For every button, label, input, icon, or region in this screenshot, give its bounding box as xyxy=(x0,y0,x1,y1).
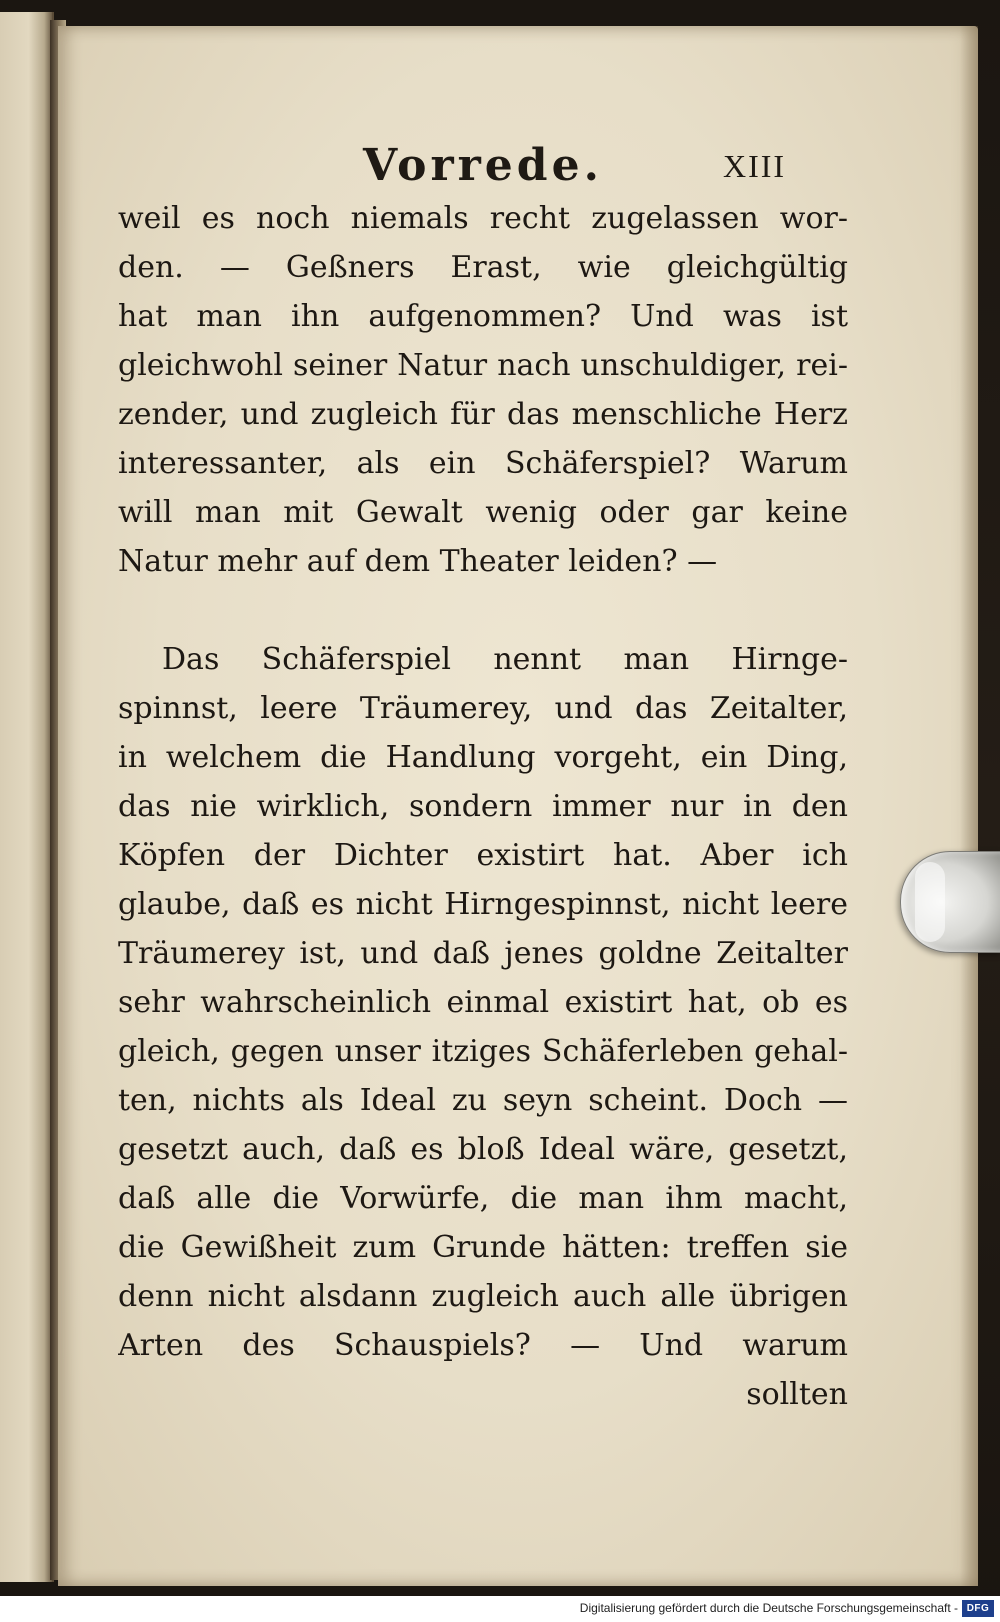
text-block xyxy=(118,194,848,1419)
text-line: gesetzt auch, daß es bloß Ideal wäre, gesetzt, xyxy=(118,1132,848,1167)
running-head: Vorrede. xyxy=(363,140,603,191)
funding-credit: Digitalisierung gefördert durch die Deutsche Forschungsgemeinschaft - xyxy=(579,1601,958,1615)
text-line: zender, und zugleich für das menschliche Herz xyxy=(118,397,848,432)
catchword: sollten xyxy=(746,1377,848,1412)
text-line: glaube, daß es nicht Hirngespinnst, nicht leere xyxy=(118,887,848,922)
text-line: sehr wahrscheinlich einmal existirt hat, ob es xyxy=(118,985,848,1020)
dfg-logo: DFG xyxy=(962,1600,994,1617)
text-line: gleichwohl seiner Natur nach unschuldiger, rei- xyxy=(118,348,848,383)
digitization-footer xyxy=(0,1596,1000,1622)
text-line: Köpfen der Dichter existirt hat. Aber ich xyxy=(118,838,848,873)
page-number: XIII xyxy=(723,148,787,184)
text-line: weil es noch niemals recht zugelassen wor- xyxy=(118,201,848,236)
text-line: das nie wirklich, sondern immer nur in den xyxy=(118,789,848,824)
text-line: will man mit Gewalt wenig oder gar keine xyxy=(118,495,848,530)
text-line: denn nicht alsdann zugleich auch alle übrigen xyxy=(118,1279,848,1314)
text-line: Natur mehr auf dem Theater leiden? — xyxy=(118,544,718,579)
facing-page-edge xyxy=(0,12,54,1582)
text-line: Träumerey ist, und daß jenes goldne Zeitalter xyxy=(118,936,848,971)
text-line: Arten des Schauspiels? — Und warum xyxy=(118,1328,848,1363)
text-line: daß alle die Vorwürfe, die man ihm macht, xyxy=(118,1181,848,1216)
text-line: in welchem die Handlung vorgeht, ein Ding, xyxy=(118,740,848,775)
text-line: den. — Geßners Erast, wie gleichgültig xyxy=(118,250,848,285)
text-line: die Gewißheit zum Grunde hätten: treffen sie xyxy=(118,1230,848,1265)
book-page xyxy=(58,26,978,1586)
text-line: spinnst, leere Träumerey, und das Zeitalter, xyxy=(118,691,848,726)
text-line: Das Schäferspiel nennt man Hirnge- xyxy=(162,642,848,677)
text-line: hat man ihn aufgenommen? Und was ist xyxy=(118,299,848,334)
clip-highlight xyxy=(915,862,945,942)
text-line: ten, nichts als Ideal zu seyn scheint. Doch — xyxy=(118,1083,848,1118)
page-clip xyxy=(900,851,1000,953)
page-edge-shadow xyxy=(960,26,978,1586)
page-header xyxy=(58,122,978,191)
text-line: interessanter, als ein Schäferspiel? Warum xyxy=(118,446,848,481)
bleed-through-text xyxy=(118,586,848,635)
text-line: gleich, gegen unser itziges Schäferleben gehal- xyxy=(118,1034,848,1069)
